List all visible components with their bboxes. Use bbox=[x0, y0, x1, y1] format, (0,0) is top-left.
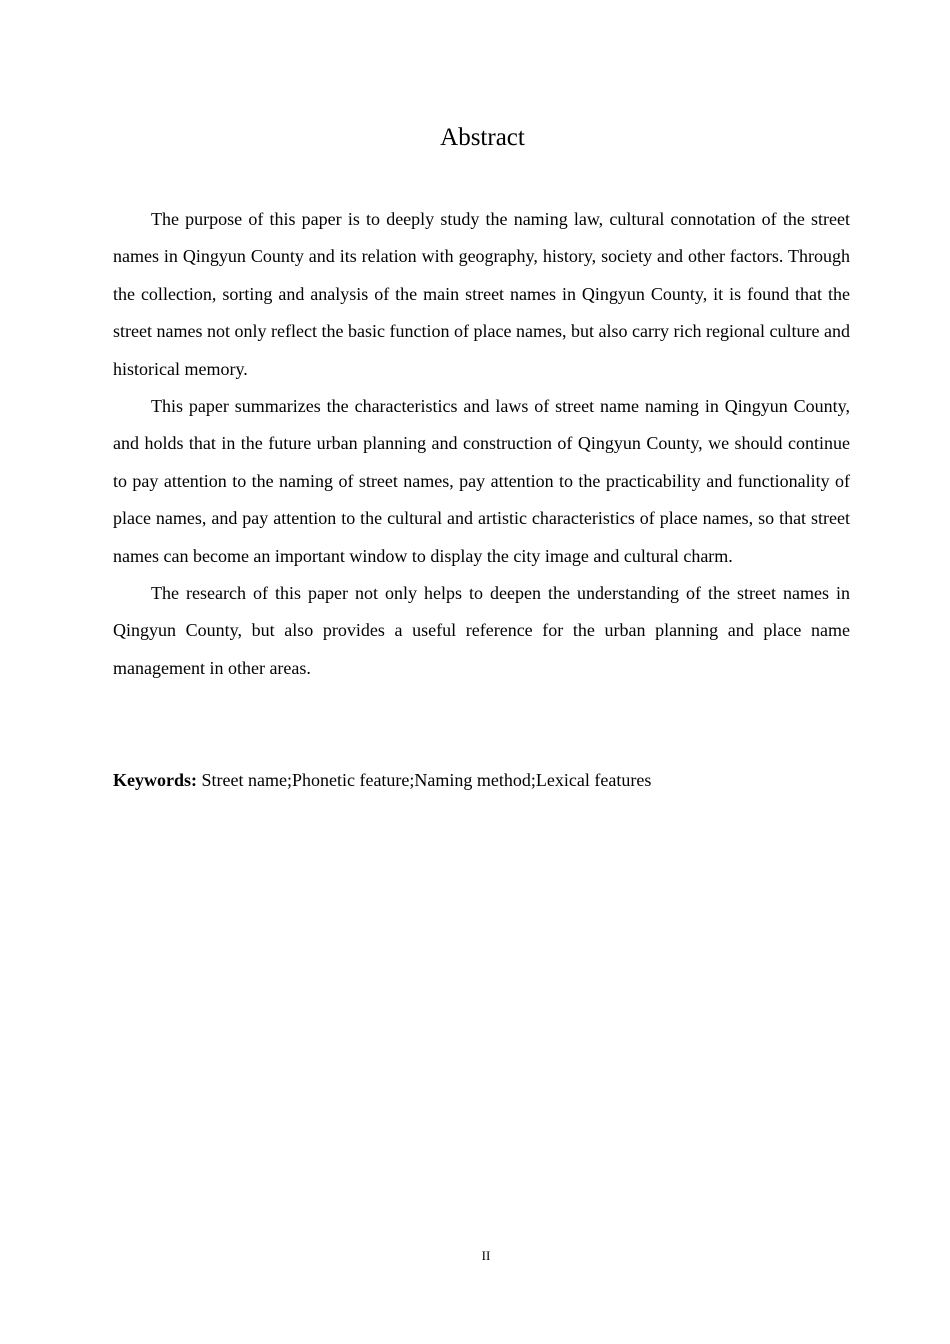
page-number: II bbox=[481, 1248, 491, 1263]
abstract-paragraph-2: This paper summarizes the characteristics and laws of street name naming in Qingyun County, and holds that in the future urban planning and construction of Qingyun County, we should continue to pay attention to the naming of street names, pay attention to the practicability and functionality of place names, and pay attention to the cultural and artistic characteristics of place names, so that street names can become an important window to display the city image and cultural charm. bbox=[113, 396, 850, 566]
abstract-title: Abstract bbox=[440, 124, 525, 151]
abstract-paragraph-1: The purpose of this paper is to deeply study the naming law, cultural connotation of the street names in Qingyun County and its relation with geography, history, society and other factors. Through the collection, sorting and analysis of the main street names in Qingyun County, it is found that the street names not only reflect the basic function of place names, but also carry rich regional culture and historical memory. bbox=[113, 209, 850, 379]
keywords-line bbox=[113, 762, 850, 799]
keywords-label: Keywords: bbox=[113, 770, 197, 790]
abstract-body bbox=[113, 201, 850, 687]
abstract-paragraph-3: The research of this paper not only helps to deepen the understanding of the street names in Qingyun County, but also provides a useful reference for the urban planning and place name management in other areas. bbox=[113, 583, 850, 678]
keywords-text: Street name;Phonetic feature;Naming method;Lexical features bbox=[201, 770, 652, 790]
